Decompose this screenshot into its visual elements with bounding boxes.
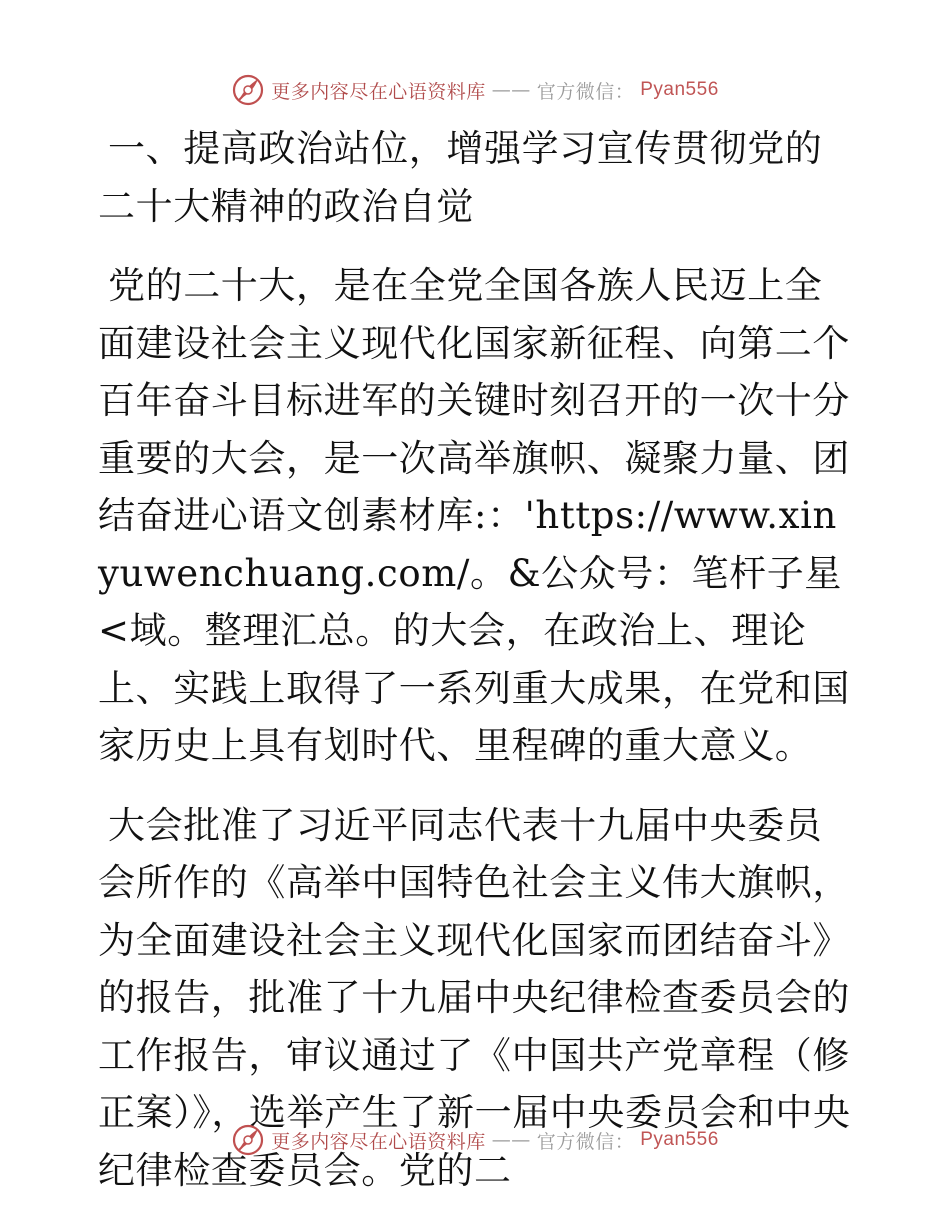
header-wechat-id: Pyan556 (640, 79, 719, 100)
paragraph-1: 党的二十大，是在全党全国各族人民迈上全面建设社会主义现代化国家新征程、向第二个百年奋斗目标进军的关键时刻召开的一次十分重要的大会，是一次高举旗帜、凝聚力量、团结奋进心语文创素材库:：'https://www.xinyuwenchuang.com/。&公众号：笔杆子星<域。整理汇总。的大会，在政治上、理论上、实践上取得了一系列重大成果，在党和国家历史上具有划时代、里程碑的重大意义。 (98, 264, 850, 767)
header-wechat-label: 官方微信： (536, 80, 635, 103)
header-brand-text: 更多内容尽在心语资料库 (271, 80, 486, 103)
quill-pen-logo-icon (231, 73, 265, 107)
quill-pen-logo-icon (231, 1123, 265, 1157)
footer-wechat-id: Pyan556 (640, 1129, 719, 1150)
paragraph-2: 大会批准了习近平同志代表十九届中央委员会所作的《高举中国特色社会主义伟大旗帜，为全面建设社会主义现代化国家而团结奋斗》的报告，批准了十九届中央纪律检查委员会的工作报告，审议通过了《中国共产党章程（修正案）》，选举产生了新一届中央委员会和中央纪律检查委员会。党的二 (98, 803, 851, 1192)
header-banner (231, 73, 719, 107)
section-heading: 一、提高政治站位，增强学习宣传贯彻党的二十大精神的政治自觉 (98, 127, 823, 228)
footer-banner (231, 1123, 719, 1157)
footer-wechat-label: 官方微信： (536, 1130, 635, 1153)
page-footer (0, 1120, 950, 1160)
header-separator: —— (491, 79, 531, 101)
footer-separator: —— (491, 1129, 531, 1151)
document-body (98, 120, 854, 1221)
page-header (0, 70, 950, 110)
footer-brand-text: 更多内容尽在心语资料库 (271, 1130, 486, 1153)
